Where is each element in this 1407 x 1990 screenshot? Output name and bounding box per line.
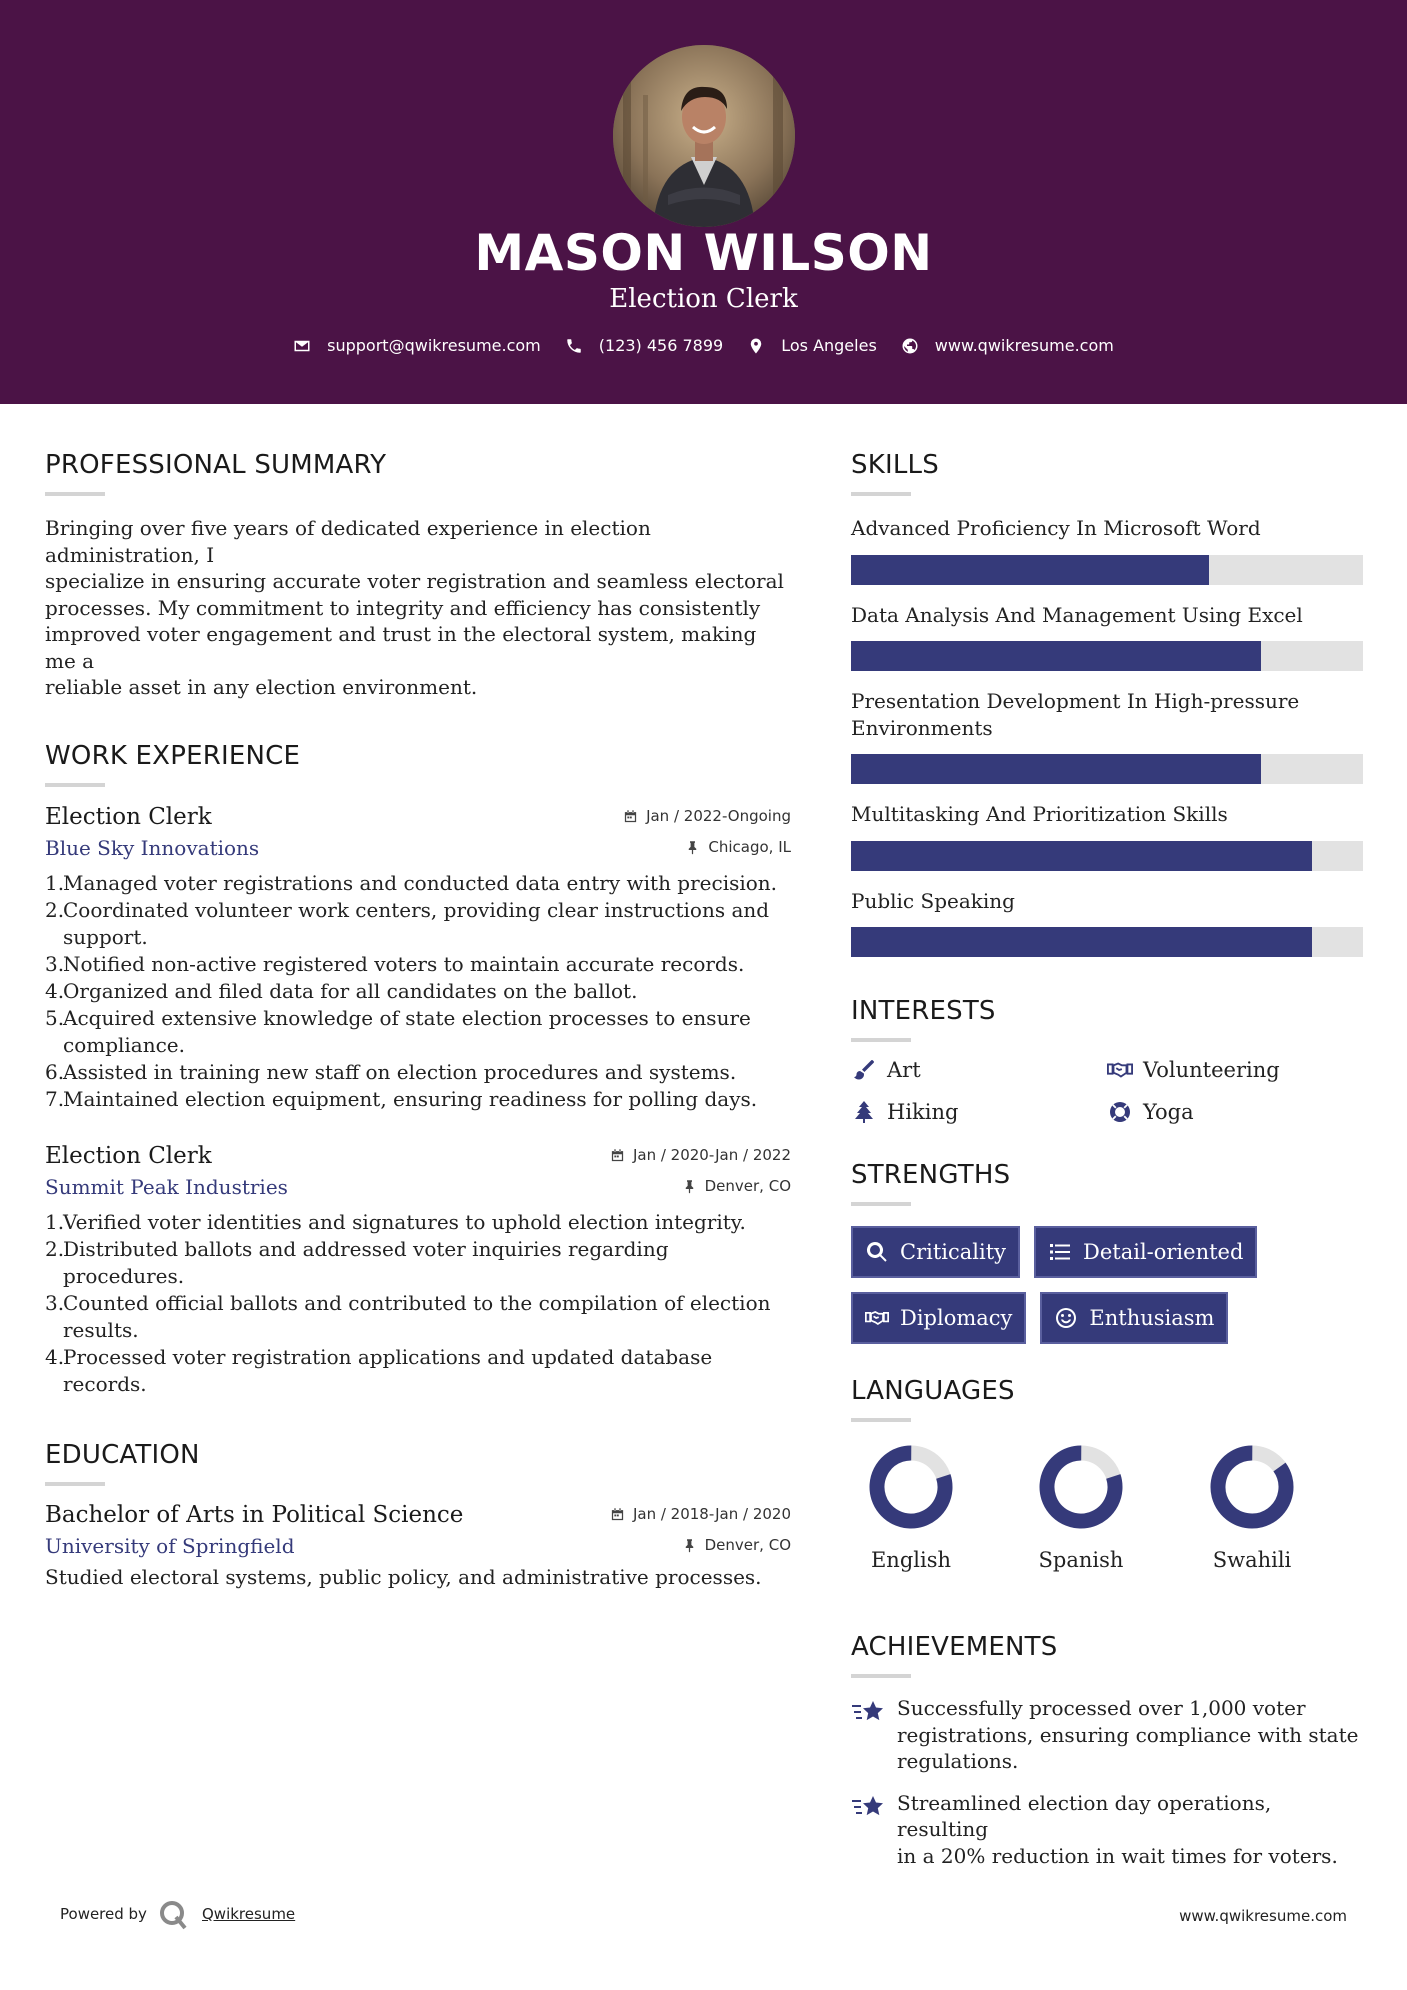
experience-section [45, 741, 791, 1398]
education-sub [45, 1534, 791, 1558]
job-dates-text: Jan / 2022-Ongoing [646, 807, 791, 825]
skill-bar-track [851, 841, 1363, 871]
tree-icon [851, 1100, 877, 1124]
left-column [45, 450, 791, 1590]
education-head [45, 1502, 791, 1528]
job-head [45, 804, 791, 830]
duty-item [45, 1344, 791, 1398]
duty-item [45, 1005, 791, 1059]
job-dates-text: Jan / 2020-Jan / 2022 [632, 1146, 791, 1164]
education-dates-text: Jan / 2018-Jan / 2020 [632, 1505, 791, 1523]
language-label: Spanish [1038, 1548, 1124, 1572]
shooting-star-icon [851, 1697, 885, 1725]
duty-text [63, 1005, 751, 1059]
strength-label: Diplomacy [900, 1306, 1013, 1330]
duty-number: 2. [45, 897, 65, 922]
donut-fill [1207, 1442, 1297, 1532]
duty-text [63, 1344, 791, 1398]
skill-name [851, 888, 1363, 915]
website-text: www.qwikresume.com [934, 336, 1114, 355]
skill-name [851, 515, 1363, 542]
skill-bar-fill [851, 927, 1312, 957]
contact-website[interactable] [901, 336, 1114, 355]
section-title: SKILLS [851, 450, 939, 480]
section-divider [45, 1482, 105, 1486]
phone-icon [565, 337, 583, 355]
job-dates [623, 807, 791, 825]
interest-grid [851, 1058, 1363, 1124]
donut-fill [868, 1444, 954, 1530]
skill-item [851, 801, 1363, 871]
job-sub [45, 1175, 791, 1199]
skills-section [851, 450, 1363, 957]
footer-url[interactable]: www.qwikresume.com [1179, 1907, 1347, 1925]
job-head [45, 1143, 791, 1169]
section-divider [851, 492, 911, 496]
duty-item [45, 1086, 791, 1113]
duty-line: Notified non-active registered voters to maintain accurate records. [63, 951, 745, 976]
achievement-line: Successfully processed over 1,000 voter [897, 1696, 1306, 1720]
duty-item [45, 897, 791, 951]
duty-line: Organized and filed data for all candidates on the ballot. [63, 978, 638, 1003]
duty-item [45, 870, 791, 897]
duty-list [45, 870, 791, 1113]
job-dates [610, 1146, 791, 1164]
candidate-role: Election Clerk [609, 284, 798, 314]
duty-line: Maintained election equipment, ensuring readiness for polling days. [63, 1086, 758, 1111]
company-name: Summit Peak Industries [45, 1174, 288, 1199]
right-column [851, 450, 1363, 1869]
interest-label: Volunteering [1143, 1058, 1280, 1082]
header [0, 0, 1407, 404]
skill-bar-fill [851, 555, 1209, 585]
duty-text [63, 1290, 771, 1344]
shooting-star-icon [851, 1792, 885, 1820]
achievement-line: regulations. [897, 1749, 1019, 1773]
strengths-section [851, 1160, 1363, 1344]
education-location-text: Denver, CO [704, 1536, 791, 1554]
duty-number: 2. [45, 1236, 65, 1261]
language-donut [1207, 1442, 1297, 1532]
skill-bar-track [851, 555, 1363, 585]
company-name: Blue Sky Innovations [45, 835, 260, 860]
degree-title: Bachelor of Arts in Political Science [45, 1501, 464, 1528]
calendar-icon [623, 809, 638, 824]
donut-fill [1038, 1444, 1124, 1530]
duty-item [45, 1059, 791, 1086]
duty-text [63, 870, 777, 897]
duty-text [63, 897, 769, 951]
duty-number: 4. [45, 978, 65, 1003]
summary-section [45, 450, 791, 701]
skill-name-line: Data Analysis And Management Using Excel [851, 602, 1303, 627]
education-location [682, 1536, 791, 1554]
section-divider [851, 1038, 911, 1042]
interest-item [1107, 1058, 1363, 1082]
education-section [45, 1440, 791, 1591]
lifering-icon [1107, 1100, 1133, 1124]
interest-label: Hiking [887, 1100, 959, 1124]
duty-number: 1. [45, 870, 65, 895]
job-location [682, 1177, 791, 1195]
duty-text [63, 978, 637, 1005]
achievement-line: Streamlined election day operations, resulting [897, 1790, 1272, 1841]
skill-bar-track [851, 927, 1363, 957]
contact-location [747, 336, 877, 355]
job-title: Election Clerk [45, 1142, 212, 1169]
duty-number: 4. [45, 1344, 65, 1369]
duty-line: Coordinated volunteer work centers, providing clear instructions and [63, 897, 770, 922]
phone-text: (123) 456 7899 [598, 336, 724, 355]
achievement-text [897, 1790, 1363, 1870]
skill-name-line: Advanced Proficiency In Microsoft Word [851, 516, 1261, 540]
job-location [685, 838, 791, 856]
strength-label: Criticality [900, 1240, 1006, 1264]
duty-line: compliance. [63, 1032, 186, 1057]
duty-line: Acquired extensive knowledge of state election processes to ensure [63, 1005, 751, 1030]
section-divider [45, 492, 105, 496]
language-donut [866, 1442, 956, 1532]
duty-text [63, 1086, 757, 1113]
duty-line: Processed voter registration applications and updated database records. [63, 1344, 713, 1396]
duty-item [45, 978, 791, 1005]
job-entry [45, 804, 791, 1113]
job-location-text: Denver, CO [704, 1177, 791, 1195]
duty-line: results. [63, 1317, 139, 1342]
section-title: ACHIEVEMENTS [851, 1632, 1058, 1662]
achievement-item [851, 1695, 1363, 1775]
calendar-icon [610, 1148, 625, 1163]
handshake-icon [1107, 1058, 1133, 1082]
skill-item [851, 602, 1363, 672]
strength-tag [1034, 1226, 1257, 1278]
skill-name-line: Multitasking And Prioritization Skills [851, 802, 1228, 826]
section-title: EDUCATION [45, 1439, 200, 1470]
section-divider [45, 783, 105, 787]
duty-line: Distributed ballots and addressed voter inquiries regarding procedures. [63, 1236, 669, 1288]
duty-item [45, 1209, 791, 1236]
strength-label: Enthusiasm [1089, 1306, 1215, 1330]
job-title: Election Clerk [45, 803, 212, 830]
skill-bar-fill [851, 641, 1261, 671]
skill-name-line: Environments [851, 715, 993, 740]
skill-name [851, 801, 1363, 828]
footer [0, 1895, 1407, 1935]
section-title: PROFESSIONAL SUMMARY [45, 450, 387, 480]
duty-number: 5. [45, 1005, 65, 1030]
interest-item [851, 1058, 1107, 1082]
pushpin-icon [682, 1538, 697, 1553]
section-title: WORK EXPERIENCE [45, 740, 301, 771]
interest-item [1107, 1100, 1363, 1124]
section-title: LANGUAGES [851, 1376, 1015, 1406]
interest-label: Art [887, 1058, 921, 1082]
job-sub [45, 836, 791, 860]
skill-name [851, 688, 1363, 741]
section-divider [851, 1674, 911, 1678]
location-text: Los Angeles [781, 336, 877, 355]
strength-tag [1040, 1292, 1228, 1344]
skill-bar-fill [851, 841, 1312, 871]
envelope-icon [293, 337, 311, 355]
strength-tag [851, 1226, 1020, 1278]
education-dates [610, 1505, 791, 1523]
skill-bar-fill [851, 754, 1261, 784]
summary-line: improved voter engagement and trust in the electoral system, making me a [45, 622, 757, 673]
skill-name-line: Presentation Development In High-pressure [851, 689, 1300, 713]
achievement-line: in a 20% reduction in wait times for voters. [897, 1843, 1338, 1868]
duty-line: Assisted in training new staff on election procedures and systems. [63, 1059, 737, 1084]
duty-number: 1. [45, 1209, 65, 1234]
contact-bar [0, 336, 1407, 355]
school-name: University of Springfield [45, 1533, 295, 1558]
duty-line: Verified voter identities and signatures to uphold election integrity. [63, 1209, 746, 1234]
duty-list [45, 1209, 791, 1398]
email-text: support@qwikresume.com [327, 336, 541, 355]
skill-bar-track [851, 641, 1363, 671]
interest-item [851, 1100, 1107, 1124]
candidate-name: MASON WILSON [474, 224, 933, 282]
achievement-text [897, 1695, 1358, 1775]
duty-text [63, 1209, 746, 1236]
search-icon [865, 1240, 889, 1264]
duty-number: 3. [45, 951, 65, 976]
summary-line: reliable asset in any election environment. [45, 675, 478, 699]
handshake-icon [865, 1306, 889, 1330]
skill-bar-track [851, 754, 1363, 784]
achievements-section [851, 1632, 1363, 1869]
skill-item [851, 515, 1363, 585]
duty-number: 3. [45, 1290, 65, 1315]
skill-list [851, 515, 1363, 957]
languages-section [851, 1376, 1363, 1614]
achievement-item [851, 1790, 1363, 1870]
strength-row [851, 1292, 1363, 1344]
summary-line: Bringing over five years of dedicated experience in election administration, I [45, 516, 651, 567]
skill-name [851, 602, 1363, 629]
language-label: Swahili [1212, 1548, 1292, 1572]
pushpin-icon [685, 840, 700, 855]
skill-item [851, 688, 1363, 784]
brand-link[interactable]: Qwikresume [202, 1905, 296, 1923]
duty-item [45, 951, 791, 978]
job-list [45, 804, 791, 1398]
powered-by-text: Powered by [60, 1905, 147, 1923]
globe-icon [901, 337, 919, 355]
strength-label: Detail-oriented [1083, 1240, 1244, 1264]
duty-text [63, 1059, 736, 1086]
pushpin-icon [682, 1179, 697, 1194]
interest-label: Yoga [1143, 1100, 1194, 1124]
contact-email[interactable] [293, 336, 541, 355]
language-label: English [870, 1548, 952, 1572]
summary-line: processes. My commitment to integrity and efficiency has consistently [45, 595, 761, 620]
interests-section [851, 996, 1363, 1124]
section-divider [851, 1418, 911, 1422]
profile-photo [613, 45, 795, 227]
map-pin-icon [747, 337, 765, 355]
summary-line: specialize in ensuring accurate voter registration and seamless electoral [45, 569, 784, 593]
smile-icon [1054, 1306, 1078, 1330]
qwikresume-logo-icon [158, 1899, 188, 1931]
duty-item [45, 1236, 791, 1290]
achievement-line: registrations, ensuring compliance with state [897, 1722, 1359, 1747]
skill-item [851, 888, 1363, 958]
calendar-icon [610, 1507, 625, 1522]
achievement-list [851, 1695, 1363, 1869]
paintbrush-icon [851, 1058, 877, 1082]
strength-tag [851, 1292, 1026, 1344]
duty-line: Managed voter registrations and conducted data entry with precision. [63, 870, 778, 895]
list-icon [1048, 1240, 1072, 1264]
language-donut [1036, 1442, 1126, 1532]
duty-number: 7. [45, 1086, 65, 1111]
section-title: STRENGTHS [851, 1160, 1011, 1190]
duty-text [63, 951, 744, 978]
section-title: INTERESTS [851, 996, 996, 1026]
duty-text [63, 1236, 791, 1290]
contact-phone[interactable] [565, 336, 723, 355]
skill-name-line: Public Speaking [851, 888, 1015, 913]
summary-text [45, 515, 791, 701]
job-location-text: Chicago, IL [708, 838, 791, 856]
duty-line: Counted official ballots and contributed to the compilation of election [63, 1290, 771, 1315]
duty-line: support. [63, 924, 148, 949]
section-divider [851, 1202, 911, 1206]
duty-number: 6. [45, 1059, 65, 1084]
duty-item [45, 1290, 791, 1344]
job-entry [45, 1143, 791, 1398]
language-list [851, 1442, 1363, 1614]
strength-row [851, 1226, 1363, 1278]
education-description: Studied electoral systems, public policy, and administrative processes. [45, 1564, 762, 1589]
